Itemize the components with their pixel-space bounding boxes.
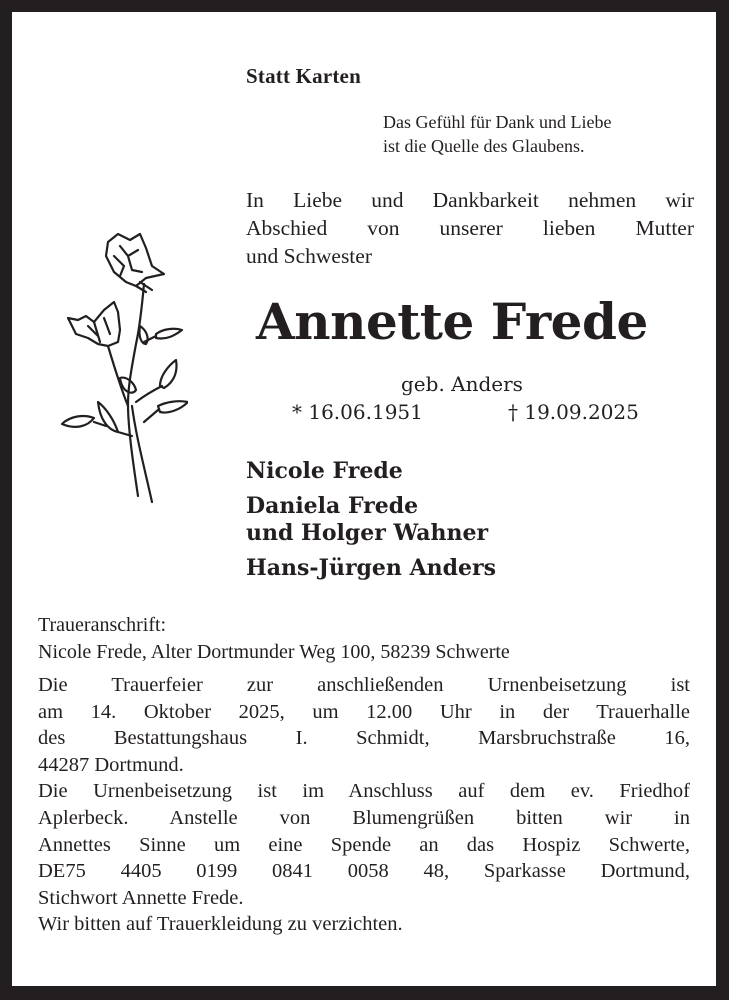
motto-quote [383,110,611,158]
birth-date: * 16.06.1951 [292,400,423,424]
intro-line: In Liebe und Dankbarkeit nehmen wir [246,188,694,212]
funeral-details [38,672,690,938]
mourner-name: Nicole Frede [246,458,403,484]
mourner-name: und Holger Wahner [246,520,489,546]
mourners-list [246,456,496,584]
details-line: Die Trauerfeier zur anschließenden Urnenbeisetzung ist [38,674,690,696]
details-line: DE75 4405 0199 0841 0058 48, Sparkasse Dortmund, [38,860,690,883]
header-statt-karten: Statt Karten [246,64,361,88]
motto-line: ist die Quelle des Glaubens. [383,136,585,156]
details-line: 44287 Dortmund. [38,753,184,776]
deceased-name: Annette Frede [256,292,648,351]
details-line: Wir bitten auf Trauerkleidung zu verzichten. [38,913,403,936]
details-line: Stichwort Annette Frede. [38,886,244,909]
mourning-address [38,612,510,666]
address-value: Nicole Frede, Alter Dortmunder Weg 100, 58239 Schwerte [38,641,510,663]
maiden-name: geb. Anders [401,372,523,396]
details-line: Aplerbeck. Anstelle von Blumengrüßen bitten wir in [38,806,690,829]
details-line: des Bestattungshaus I. Schmidt, Marsbruchstraße 16, [38,727,690,750]
mourner-name: Hans-Jürgen Anders [246,555,497,581]
details-line: Die Urnenbeisetzung ist im Anschluss auf dem ev. Friedhof [38,780,690,803]
address-label: Traueranschrift: [38,614,167,636]
intro-line: und Schwester [246,244,372,268]
mourner-name: Daniela Frede [246,493,419,519]
intro-text [246,186,694,270]
motto-line: Das Gefühl für Dank und Liebe [383,112,612,132]
rose-icon [48,226,188,506]
details-line: am 14. Oktober 2025, um 12.00 Uhr in der Trauerhalle [38,700,690,723]
death-date: † 19.09.2025 [508,400,639,424]
obituary-notice [12,12,716,986]
details-line: Annettes Sinne um eine Spende an das Hospiz Schwerte, [38,833,690,856]
intro-line: Abschied von unserer lieben Mutter [246,216,694,240]
